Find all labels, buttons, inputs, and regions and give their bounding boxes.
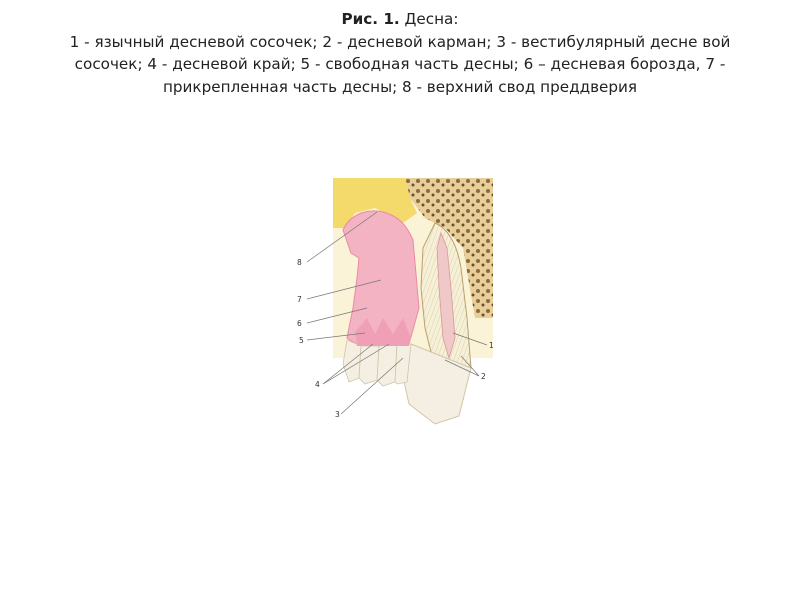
- figure-caption: [40, 8, 760, 98]
- label-8: 8: [297, 258, 302, 267]
- figure-title: Десна:: [399, 10, 459, 28]
- caption-title: [40, 8, 760, 31]
- figure-label: Рис. 1.: [341, 10, 400, 28]
- gum-anatomy-illustration: [285, 168, 515, 430]
- free-gingiva: [355, 318, 411, 346]
- label-7: 7: [297, 295, 302, 304]
- caption-description: 1 - язычный десневой сосочек; 2 - десневой карман; 3 - вестибулярный десне вой сосочек; 4 - десневой край; 5 - свободная часть десны; 6 – десневая борозда, 7 - прикрепленная часть десны; 8 - верхний свод преддверия: [69, 32, 731, 96]
- label-2: 2: [481, 372, 486, 381]
- label-4: 4: [315, 380, 320, 389]
- label-1: 1: [489, 341, 494, 350]
- label-6: 6: [297, 319, 302, 328]
- label-5: 5: [299, 336, 304, 345]
- front-tooth: [377, 344, 397, 386]
- label-3: 3: [335, 410, 340, 419]
- gum-anatomy-figure: [285, 168, 515, 430]
